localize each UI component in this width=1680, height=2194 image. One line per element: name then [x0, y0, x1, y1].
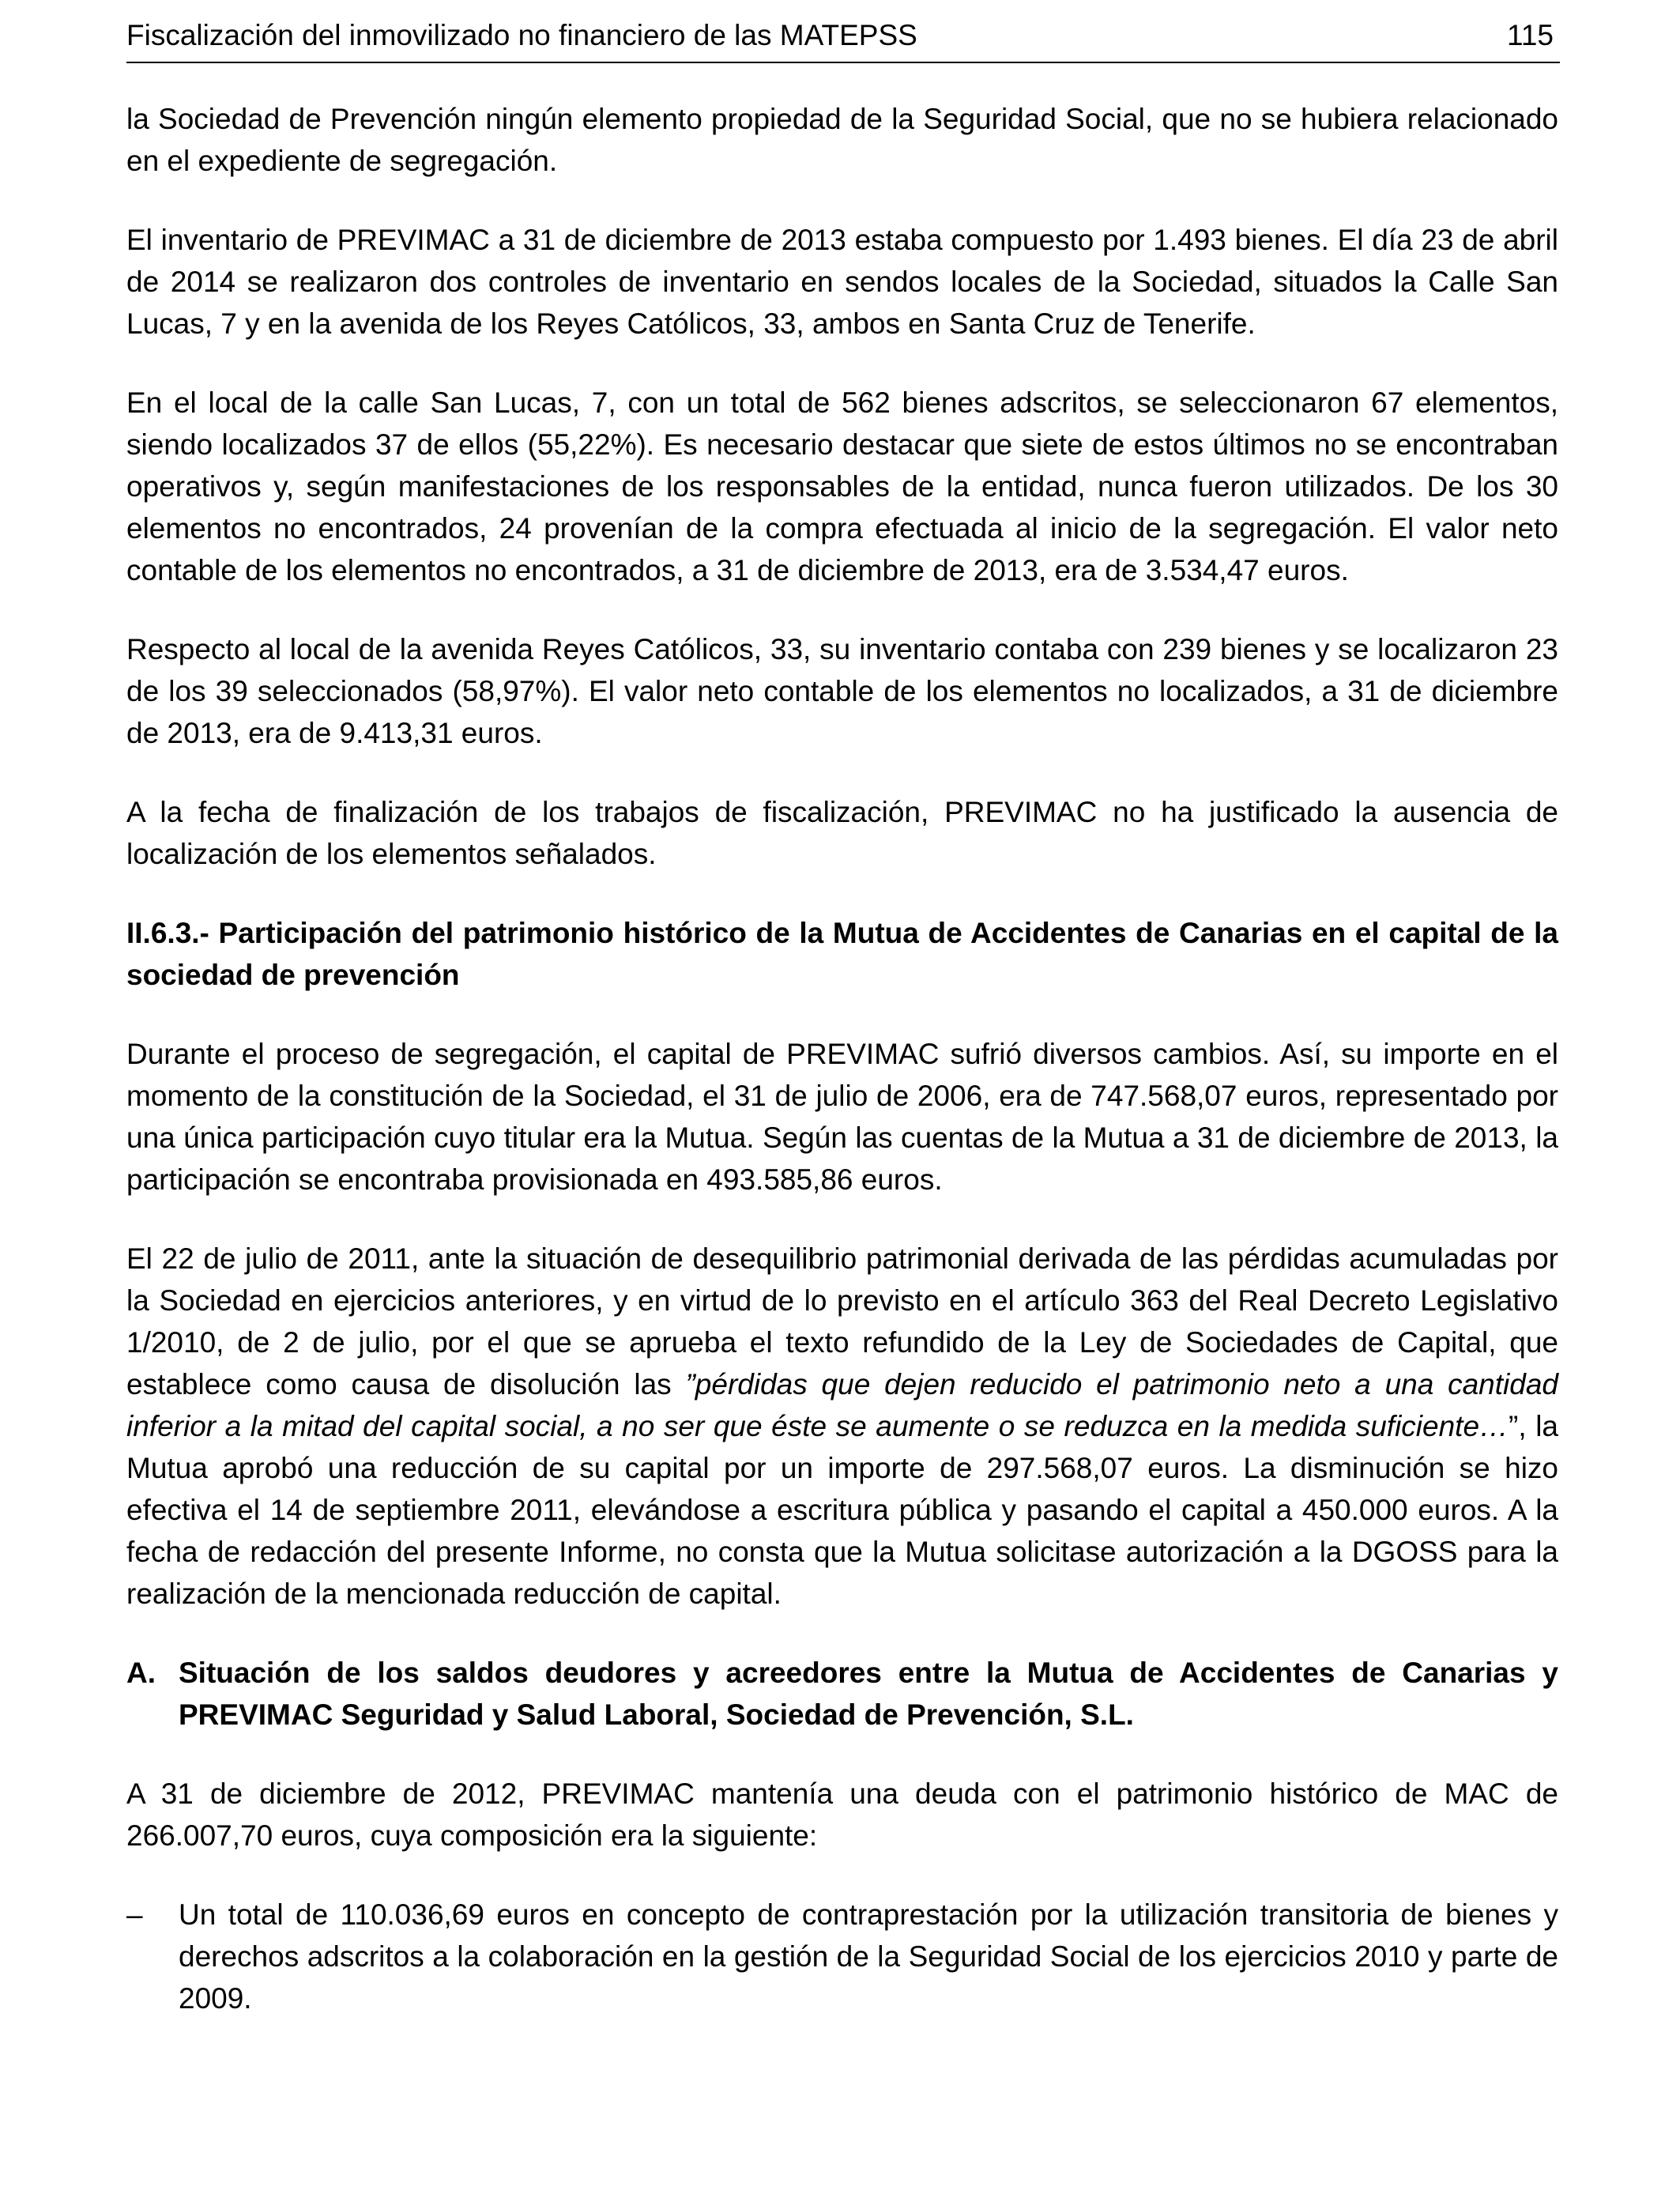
document-body — [126, 98, 1558, 2056]
section-heading: II.6.3.- Participación del patrimonio histórico de la Mutua de Accidentes de Canarias en el capital de la sociedad de prevención — [126, 917, 1558, 991]
list-item-text: Un total de 110.036,69 euros en concepto de contraprestación por la utilización transitoria de bienes y derechos adscritos a la colaboración en la gestión de la Seguridad Social de los ejercicios 2010 y parte de 2009. — [179, 1898, 1558, 2015]
list-item — [126, 1894, 1558, 2019]
paragraph-7-end: ”, la Mutua aprobó una reducción de su capital por un importe de 297.568,07 euros. La disminución se hizo efectiva el 14 de septiembre 2011, elevándose a escritura pública y pasando el capital a 450.000 euros. A la fecha de redacción del presente Informe, no consta que la Mutua solicitase autorización a la DGOSS para la realización de la mencionada reducción de capital. — [126, 1410, 1558, 1610]
paragraph-3: En el local de la calle San Lucas, 7, con un total de 562 bienes adscritos, se seleccionaron 67 elementos, siendo localizados 37 de ellos (55,22%). Es necesario destacar que siete de estos últimos no se encontraban operativos y, según manifestaciones de los responsables de la entidad, nunca fueron utilizados. De los 30 elementos no encontrados, 24 provenían de la compra efectuada al inicio de la segregación. El valor neto contable de los elementos no encontrados, a 31 de diciembre de 2013, era de 3.534,47 euros. — [126, 386, 1558, 586]
paragraph-6: Durante el proceso de segregación, el capital de PREVIMAC sufrió diversos cambios. Así, su importe en el momento de la constitución de la Sociedad, el 31 de julio de 2006, era de 747.568,07 euros, representado por una única participación cuyo titular era la Mutua. Según las cuentas de la Mutua a 31 de diciembre de 2013, la participación se encontraba provisionada en 493.585,86 euros. — [126, 1038, 1558, 1196]
paragraph-4: Respecto al local de la avenida Reyes Católicos, 33, su inventario contaba con 239 bienes y se localizaron 23 de los 39 seleccionados (58,97%). El valor neto contable de los elementos no localizados, a 31 de diciembre de 2013, era de 9.413,31 euros. — [126, 633, 1558, 749]
subheading-a — [126, 1652, 1558, 1736]
paragraph-7 — [126, 1238, 1558, 1615]
subheading-marker: A. — [126, 1657, 156, 1689]
paragraph-1: la Sociedad de Prevención ningún elemento propiedad de la Seguridad Social, que no se hubiera relacionado en el expediente de segregación. — [126, 103, 1558, 177]
paragraph-7-start: El 22 de julio de 2011, ante la situación de desequilibrio patrimonial derivada de las pérdidas acumuladas por la Sociedad en ejercicios anteriores, y en virtud de lo previsto en el artículo 363 del Real Decreto Legislativo 1/2010, de 2 de julio, por el que se aprueba el texto refundido de la Ley de Sociedades de Capital, que establece como causa de disolución las — [126, 1242, 1558, 1400]
page-header — [126, 17, 1560, 63]
paragraph-5: A la fecha de finalización de los trabajos de fiscalización, PREVIMAC no ha justificado la ausencia de localización de los elementos señalados. — [126, 796, 1558, 870]
paragraph-7-quote: ”pérdidas que dejen reducido el patrimonio neto a una cantidad inferior a la mitad del capital social, a no ser que éste se aumente o se reduzca en la medida suficiente… — [126, 1368, 1558, 1442]
header-title: Fiscalización del inmovilizado no financiero de las MATEPSS — [126, 19, 917, 51]
paragraph-8: A 31 de diciembre de 2012, PREVIMAC mantenía una deuda con el patrimonio histórico de MAC de 266.007,70 euros, cuya composición era la siguiente: — [126, 1777, 1558, 1852]
paragraph-2: El inventario de PREVIMAC a 31 de diciembre de 2013 estaba compuesto por 1.493 bienes. El día 23 de abril de 2014 se realizaron dos controles de inventario en sendos locales de la Sociedad, situados la Calle San Lucas, 7 y en la avenida de los Reyes Católicos, 33, ambos en Santa Cruz de Tenerife. — [126, 224, 1558, 340]
dash-bullet-icon: – — [126, 1898, 143, 1931]
subheading-text: Situación de los saldos deudores y acreedores entre la Mutua de Accidentes de Canarias y PREVIMAC Seguridad y Salud Laboral, Sociedad de Prevención, S.L. — [179, 1657, 1558, 1731]
page-number: 115 — [1507, 19, 1554, 51]
